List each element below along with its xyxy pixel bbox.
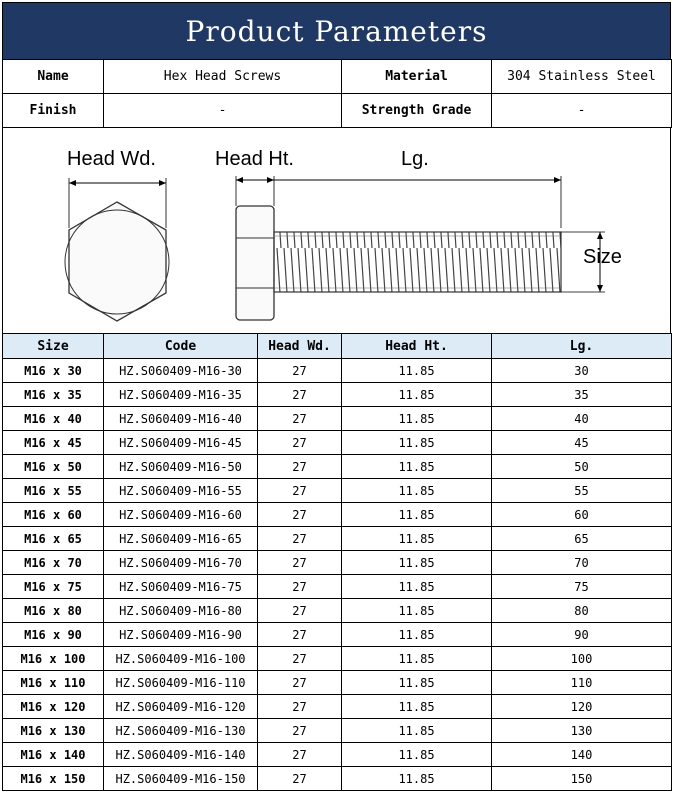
- code-cell: HZ.S060409-M16-130: [104, 719, 258, 743]
- size-cell: M16 x 55: [3, 479, 104, 503]
- table-row: [3, 359, 672, 383]
- table-row: [3, 503, 672, 527]
- code-cell: HZ.S060409-M16-100: [104, 647, 258, 671]
- page-title: Product Parameters: [2, 2, 671, 60]
- length-cell: 120: [492, 695, 672, 719]
- length-cell: 100: [492, 647, 672, 671]
- head-ht-cell: 11.85: [342, 527, 492, 551]
- length-cell: 150: [492, 767, 672, 791]
- code-cell: HZ.S060409-M16-60: [104, 503, 258, 527]
- table-row: [3, 719, 672, 743]
- size-label: Size: [583, 246, 622, 268]
- head-ht-cell: 11.85: [342, 671, 492, 695]
- head-height-dimension: [236, 176, 274, 206]
- code-cell: HZ.S060409-M16-110: [104, 671, 258, 695]
- table-row: [3, 743, 672, 767]
- head-wd-header: Head Wd.: [258, 334, 342, 359]
- length-cell: 110: [492, 671, 672, 695]
- head-wd-cell: 27: [258, 407, 342, 431]
- head-wd-cell: 27: [258, 647, 342, 671]
- table-row: [3, 695, 672, 719]
- head-ht-header: Head Ht.: [342, 334, 492, 359]
- head-ht-cell: 11.85: [342, 719, 492, 743]
- code-cell: HZ.S060409-M16-120: [104, 695, 258, 719]
- size-cell: M16 x 150: [3, 767, 104, 791]
- table-row: [3, 671, 672, 695]
- code-header: Code: [104, 334, 258, 359]
- length-cell: 90: [492, 623, 672, 647]
- length-cell: 80: [492, 599, 672, 623]
- length-cell: 50: [492, 455, 672, 479]
- code-cell: HZ.S060409-M16-140: [104, 743, 258, 767]
- material-value: 304 Stainless Steel: [492, 60, 672, 94]
- table-row: [3, 407, 672, 431]
- length-header: Lg.: [492, 334, 672, 359]
- size-cell: M16 x 40: [3, 407, 104, 431]
- code-cell: HZ.S060409-M16-50: [104, 455, 258, 479]
- length-cell: 130: [492, 719, 672, 743]
- head-height-label: Head Ht.: [215, 148, 294, 170]
- code-cell: HZ.S060409-M16-45: [104, 431, 258, 455]
- specs-table: [2, 333, 672, 791]
- code-cell: HZ.S060409-M16-70: [104, 551, 258, 575]
- strength-grade-value: -: [492, 94, 672, 128]
- head-ht-cell: 11.85: [342, 431, 492, 455]
- name-label: Name: [3, 60, 104, 94]
- table-row: [3, 647, 672, 671]
- size-cell: M16 x 45: [3, 431, 104, 455]
- head-wd-cell: 27: [258, 575, 342, 599]
- head-wd-cell: 27: [258, 671, 342, 695]
- size-cell: M16 x 65: [3, 527, 104, 551]
- size-cell: M16 x 110: [3, 671, 104, 695]
- head-wd-cell: 27: [258, 431, 342, 455]
- strength-grade-label: Strength Grade: [342, 94, 492, 128]
- length-cell: 70: [492, 551, 672, 575]
- head-ht-cell: 11.85: [342, 599, 492, 623]
- code-cell: HZ.S060409-M16-35: [104, 383, 258, 407]
- size-cell: M16 x 130: [3, 719, 104, 743]
- head-ht-cell: 11.85: [342, 551, 492, 575]
- info-row-finish: [3, 94, 672, 128]
- head-ht-cell: 11.85: [342, 623, 492, 647]
- head-width-label: Head Wd.: [67, 148, 156, 170]
- hex-head-end-view: [65, 202, 169, 321]
- threaded-shank: [274, 232, 561, 292]
- hex-head-side-view: [236, 206, 274, 320]
- size-cell: M16 x 75: [3, 575, 104, 599]
- name-value: Hex Head Screws: [104, 60, 342, 94]
- size-cell: M16 x 60: [3, 503, 104, 527]
- table-row: [3, 455, 672, 479]
- length-dimension: [274, 176, 561, 228]
- head-wd-cell: 27: [258, 623, 342, 647]
- material-label: Material: [342, 60, 492, 94]
- info-row-name: [3, 60, 672, 94]
- length-label: Lg.: [401, 148, 429, 170]
- head-ht-cell: 11.85: [342, 647, 492, 671]
- table-row: [3, 623, 672, 647]
- size-cell: M16 x 140: [3, 743, 104, 767]
- size-cell: M16 x 80: [3, 599, 104, 623]
- head-ht-cell: 11.85: [342, 407, 492, 431]
- size-cell: M16 x 30: [3, 359, 104, 383]
- head-wd-cell: 27: [258, 359, 342, 383]
- table-row: [3, 527, 672, 551]
- length-cell: 30: [492, 359, 672, 383]
- head-wd-cell: 27: [258, 479, 342, 503]
- finish-value: -: [104, 94, 342, 128]
- finish-label: Finish: [3, 94, 104, 128]
- head-wd-cell: 27: [258, 455, 342, 479]
- head-wd-cell: 27: [258, 719, 342, 743]
- head-ht-cell: 11.85: [342, 479, 492, 503]
- head-ht-cell: 11.85: [342, 575, 492, 599]
- head-wd-cell: 27: [258, 503, 342, 527]
- head-wd-cell: 27: [258, 767, 342, 791]
- length-cell: 65: [492, 527, 672, 551]
- size-cell: M16 x 90: [3, 623, 104, 647]
- length-cell: 45: [492, 431, 672, 455]
- length-cell: 140: [492, 743, 672, 767]
- table-row: [3, 431, 672, 455]
- size-cell: M16 x 50: [3, 455, 104, 479]
- size-cell: M16 x 35: [3, 383, 104, 407]
- size-header: Size: [3, 334, 104, 359]
- head-wd-cell: 27: [258, 695, 342, 719]
- code-cell: HZ.S060409-M16-150: [104, 767, 258, 791]
- code-cell: HZ.S060409-M16-75: [104, 575, 258, 599]
- table-row: [3, 383, 672, 407]
- head-wd-cell: 27: [258, 551, 342, 575]
- code-cell: HZ.S060409-M16-30: [104, 359, 258, 383]
- length-cell: 55: [492, 479, 672, 503]
- code-cell: HZ.S060409-M16-80: [104, 599, 258, 623]
- size-cell: M16 x 70: [3, 551, 104, 575]
- head-ht-cell: 11.85: [342, 767, 492, 791]
- table-row: [3, 767, 672, 791]
- code-cell: HZ.S060409-M16-40: [104, 407, 258, 431]
- head-ht-cell: 11.85: [342, 743, 492, 767]
- length-cell: 35: [492, 383, 672, 407]
- specs-body: [3, 359, 672, 791]
- screw-drawing: [2, 128, 671, 333]
- length-cell: 40: [492, 407, 672, 431]
- head-ht-cell: 11.85: [342, 383, 492, 407]
- table-row: [3, 575, 672, 599]
- code-cell: HZ.S060409-M16-65: [104, 527, 258, 551]
- head-wd-cell: 27: [258, 527, 342, 551]
- table-row: [3, 551, 672, 575]
- table-row: [3, 479, 672, 503]
- head-ht-cell: 11.85: [342, 455, 492, 479]
- info-table: [2, 59, 672, 128]
- head-ht-cell: 11.85: [342, 695, 492, 719]
- table-row: [3, 599, 672, 623]
- specs-header-row: [3, 334, 672, 359]
- head-wd-cell: 27: [258, 743, 342, 767]
- size-cell: M16 x 100: [3, 647, 104, 671]
- length-cell: 60: [492, 503, 672, 527]
- head-ht-cell: 11.85: [342, 359, 492, 383]
- head-wd-cell: 27: [258, 599, 342, 623]
- head-ht-cell: 11.85: [342, 503, 492, 527]
- code-cell: HZ.S060409-M16-90: [104, 623, 258, 647]
- head-wd-cell: 27: [258, 383, 342, 407]
- code-cell: HZ.S060409-M16-55: [104, 479, 258, 503]
- size-cell: M16 x 120: [3, 695, 104, 719]
- length-cell: 75: [492, 575, 672, 599]
